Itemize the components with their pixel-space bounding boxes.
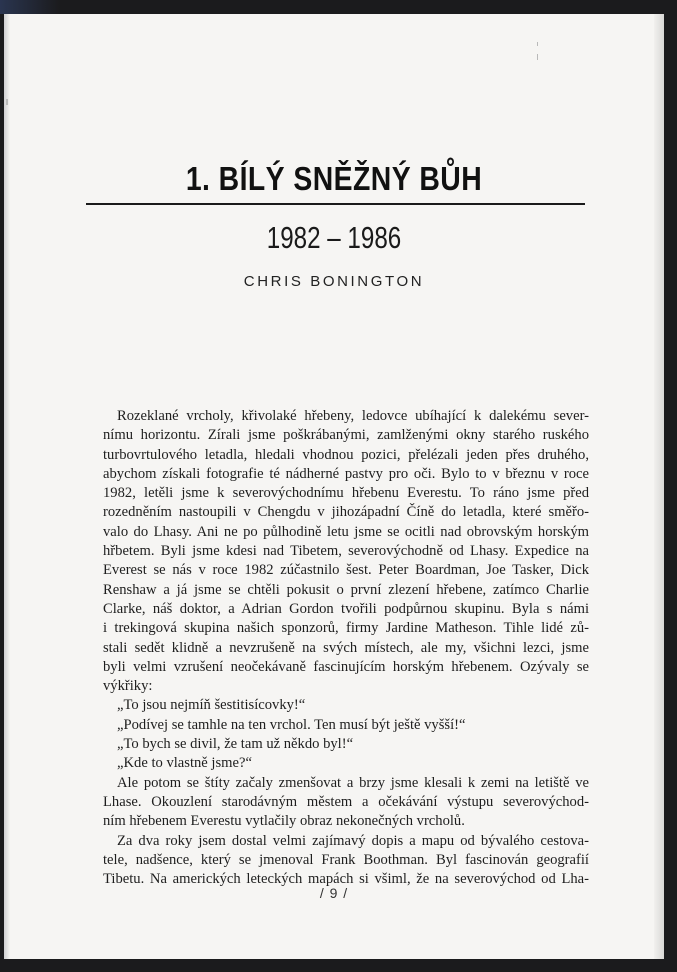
text-line: Renshaw a já jsme se chtěli pokusit o první zlezení hřebene, zatímco Charlie	[103, 581, 589, 598]
text-line: byli velmi vzrušení neočekávaně fascinujícím horským hřebenem. Ozývaly se	[103, 658, 589, 675]
page-edge	[654, 14, 664, 959]
chapter-years: 1982 – 1986	[266, 220, 402, 255]
text-line: Clarke, náš doktor, a Adrian Gordon tvořili podpůrnou skupinu. Byla s námi	[103, 600, 589, 617]
text-line: rozedněním nastoupili v Chengdu v jihozápadní Číně do letadla, které směřo-	[103, 504, 589, 521]
text-line: hřbetem. Byli jsme kdesi nad Tibetem, severovýchodně od Lhasy. Expedice na	[103, 543, 589, 560]
text-line: ním hřebenem Everestu vytlačily obraz nekonečných vrcholů.	[103, 813, 465, 830]
text-line: turbovrtulového letadla, hledali vhodnou pozici, přelézali jeden přes druhého,	[103, 446, 589, 463]
text-line: 1982, letěli jsme k severovýchodnímu hřebenu Everestu. To ráno jsme před	[103, 485, 589, 502]
text-line: „Kde to vlastně jsme?“	[117, 755, 252, 772]
scanner-edge-mark	[0, 0, 60, 14]
text-line: Ale potom se štíty začaly zmenšovat a brzy jsme klesali k zemi na letiště ve	[117, 774, 589, 791]
chapter-author: CHRIS BONINGTON	[243, 273, 425, 290]
text-line: Rozeklané vrcholy, křivolaké hřebeny, ledovce ubíhající k dalekému sever-	[117, 408, 589, 424]
scan-speck	[6, 99, 8, 105]
page-number: / 9 /	[319, 885, 349, 901]
text-line: i trekingová skupina našich sponzorů, firmy Jardine Matheson. Tihle lidé zů-	[103, 620, 589, 637]
scan-speck	[537, 42, 538, 46]
text-line: „To bych se divil, že tam už někdo byl!“	[117, 736, 354, 753]
chapter-title: 1. BÍLÝ SNĚŽNÝ BŮH	[185, 160, 483, 197]
scan-speck	[537, 54, 538, 60]
text-line: Lhase. Okouzlení starodávným městem a očekávání výstupu severovýchod-	[103, 793, 589, 810]
page-gutter-shadow	[4, 14, 10, 959]
body-text	[103, 407, 589, 889]
text-line: „To jsou nejmíň šestitisícovky!“	[117, 697, 306, 714]
text-line: Tibetu. Na amerických leteckých mapách si všiml, že na severovýchod od Lha-	[103, 871, 589, 888]
text-line: výkřiky:	[103, 678, 153, 695]
text-line: Everest se nás v roce 1982 zúčastnilo šest. Peter Boardman, Joe Tasker, Dick	[103, 562, 589, 579]
title-rule	[86, 203, 585, 205]
text-line: abychom získali fotografie té nádherné pastvy pro oči. Bylo to v březnu v roce	[103, 465, 589, 482]
text-line: nímu horizontu. Zírali jsme poškrábanými, zamlženými okny starého ruského	[103, 427, 589, 444]
text-line: stali sedět klidně a nevzrušeně na svých místech, ale my, všichni lezci, jsme	[103, 639, 589, 656]
text-line: valo do Lhasy. Ani ne po půlhodině letu jsme se ocitli nad obrovským horským	[103, 523, 589, 540]
text-line: tele, nadšence, který se jmenoval Frank Boothman. Byl fascinován geografií	[103, 851, 589, 868]
text-line: „Podívej se tamhle na ten vrchol. Ten musí být ještě vyšší!“	[117, 716, 466, 733]
text-line: Za dva roky jsem dostal velmi zajímavý dopis a mapu od bývalého cestova-	[117, 832, 589, 849]
